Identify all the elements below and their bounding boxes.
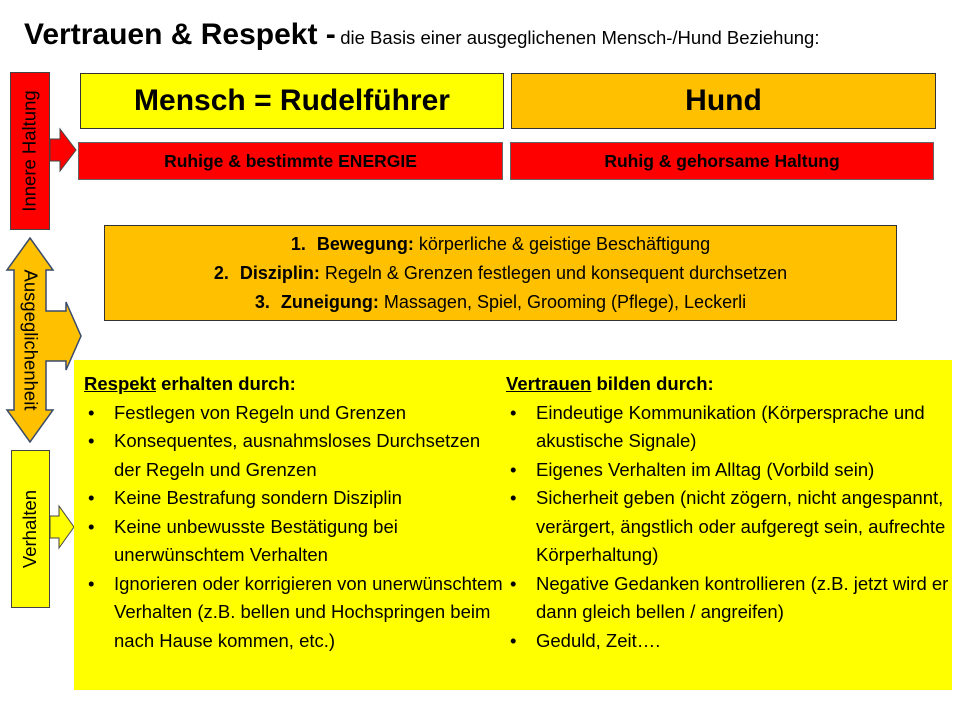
innere-haltung-arrow-icon: [50, 128, 78, 172]
respekt-column: [84, 370, 504, 655]
respekt-list: [84, 399, 504, 656]
list-item: • Sicherheit geben (nicht zögern, nicht angespannt, verärgert, ängstlich oder aufgeregt sein, aufrechte Körperhaltung): [506, 484, 952, 570]
pillar-item: [214, 259, 787, 288]
respekt-heading: [84, 370, 504, 399]
title-subtitle: die Basis einer ausgeglichenen Mensch-/Hund Beziehung:: [340, 27, 820, 48]
list-item: • Ignorieren oder korrigieren von unerwünschtem Verhalten (z.B. bellen und Hochspringen beim nach Hause kommen, etc.): [84, 570, 504, 656]
vertrauen-column: [506, 370, 952, 655]
pillar-item: [255, 288, 746, 317]
list-item: • Eigenes Verhalten im Alltag (Vorbild sein): [506, 456, 952, 485]
pillars-box: [104, 225, 897, 321]
verhalten-label: [11, 450, 50, 608]
vertrauen-heading: [506, 370, 952, 399]
pillar-term: Disziplin:: [239, 262, 320, 283]
behavior-panel: [74, 360, 952, 690]
pillar-number: 2.: [213, 262, 229, 283]
pillar-term: Zuneigung:: [280, 291, 379, 312]
innere-haltung-label: [10, 72, 50, 230]
innere-haltung-text: Innere Haltung: [19, 90, 40, 212]
verhalten-arrow-icon: [50, 505, 76, 549]
pillar-item: [291, 230, 710, 259]
respekt-keyword: Respekt: [84, 373, 156, 394]
mensch-header: Mensch = Rudelführer: [80, 73, 504, 129]
verhalten-text: Verhalten: [19, 489, 41, 569]
list-item: • Geduld, Zeit….: [506, 627, 952, 656]
list-item: • Negative Gedanken kontrollieren (z.B. jetzt wird er dann gleich bellen / angreifen): [506, 570, 952, 627]
pillar-text: Regeln & Grenzen festlegen und konsequent durchsetzen: [319, 262, 788, 283]
mensch-energy-bar: Ruhige & bestimmte ENERGIE: [78, 142, 503, 180]
ausgeglichenheit-double-arrow-icon: [4, 236, 82, 444]
hund-header: Hund: [511, 73, 936, 129]
pillar-text: körperliche & geistige Beschäftigung: [413, 233, 711, 254]
vertrauen-heading-rest: bilden durch:: [591, 373, 714, 394]
pillar-term: Bewegung:: [316, 233, 414, 254]
vertrauen-keyword: Vertrauen: [506, 373, 592, 394]
vertrauen-list: [506, 399, 952, 656]
list-item: • Keine unbewusste Bestätigung bei unerwünschtem Verhalten: [84, 513, 504, 570]
page-title: [24, 18, 819, 52]
ausgeglichenheit-text: Ausgeglichenheit: [20, 269, 42, 411]
hund-haltung-bar: Ruhig & gehorsame Haltung: [510, 142, 934, 180]
title-main: Vertrauen & Respekt -: [24, 18, 336, 51]
pillar-text: Massagen, Spiel, Grooming (Pflege), Leckerli: [378, 291, 747, 312]
list-item: • Festlegen von Regeln und Grenzen: [84, 399, 504, 428]
list-item: • Konsequentes, ausnahmsloses Durchsetzen der Regeln und Grenzen: [84, 427, 504, 484]
pillar-number: 1.: [290, 233, 306, 254]
list-item: • Eindeutige Kommunikation (Körpersprache und akustische Signale): [506, 399, 952, 456]
pillar-number: 3.: [254, 291, 270, 312]
list-item: • Keine Bestrafung sondern Disziplin: [84, 484, 504, 513]
respekt-heading-rest: erhalten durch:: [155, 373, 296, 394]
